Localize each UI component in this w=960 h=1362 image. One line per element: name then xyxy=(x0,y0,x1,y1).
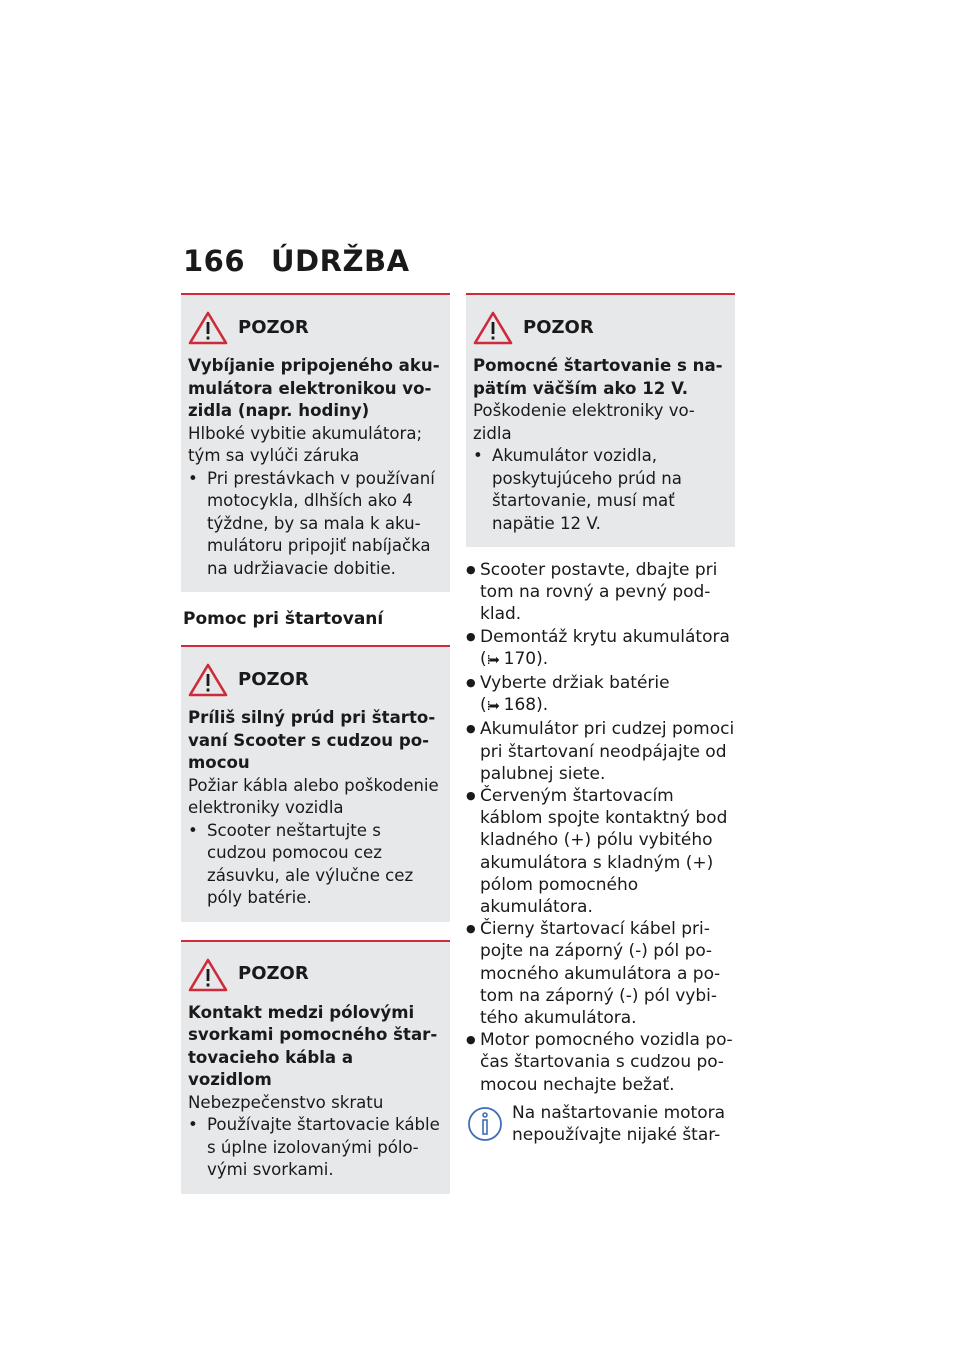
warning-title: Kontakt medzi pólovými svorkami pomocného štartovacieho kábla a vozidlom xyxy=(188,1002,438,1089)
warning-description: Poškodenie elektroniky vozidla xyxy=(473,401,695,443)
step-text: Vyberte držiak batérie xyxy=(480,673,670,694)
step-item xyxy=(466,559,735,626)
warning-bullet: • Scooter neštartujte s cudzou pomocou cez zásuvku, ale výlučne cez póly batérie. xyxy=(188,820,442,910)
arrow-right-icon: ⁞➡ xyxy=(486,652,498,668)
warning-box-voltage xyxy=(466,293,735,547)
step-item xyxy=(466,626,735,672)
chapter-title: ÚDRŽBA xyxy=(271,244,410,278)
warning-title: Príliš silný prúd pri štartovaní Scooter s cudzou pomocou xyxy=(188,708,436,772)
warning-header xyxy=(188,311,442,345)
warning-triangle-icon xyxy=(473,311,513,345)
warning-triangle-icon xyxy=(188,311,228,345)
step-text: Čierny štartovací kábel pripojte na záporný (-) pól pomocného akumulátora a potom na záporný (-) pól vybitého akumulátora. xyxy=(480,919,721,1029)
warning-bullet: • Akumulátor vozidla, poskytujúceho prúd na štartovanie, musí mať napätie 12 V. xyxy=(473,445,727,535)
warning-bullet: • Pri prestávkach v používaní motocykla, dlhších ako 4 týždne, by sa mala k akumulátoru pripojiť nabíjačka na udržiavacie dobitie. xyxy=(188,468,442,581)
step-item xyxy=(466,718,735,785)
warning-header xyxy=(473,311,727,345)
left-column xyxy=(181,293,450,1194)
step-item xyxy=(466,672,735,718)
warning-label: POZOR xyxy=(238,316,309,338)
section-title: Pomoc pri štartovaní xyxy=(183,609,384,629)
instruction-steps xyxy=(466,559,735,1096)
page-reference[interactable]: (⁞➡ 168). xyxy=(480,695,548,715)
page-reference[interactable]: (⁞➡ 170). xyxy=(480,649,548,669)
page-number: 166 xyxy=(183,244,246,278)
arrow-right-icon: ⁞➡ xyxy=(486,699,498,715)
warning-description: Požiar kábla alebo poškodenie elektroniky vozidla xyxy=(188,775,439,817)
warning-box-contact xyxy=(181,940,450,1194)
info-icon xyxy=(466,1102,504,1144)
warning-box-current xyxy=(181,645,450,922)
warning-header xyxy=(188,958,442,992)
warning-label: POZOR xyxy=(238,668,309,690)
info-note xyxy=(466,1102,735,1146)
warning-description: Nebezpečenstvo skratu xyxy=(188,1092,384,1112)
warning-triangle-icon xyxy=(188,958,228,992)
warning-title: Pomocné štartovanie s napätím väčším ako 12 V. xyxy=(473,356,723,398)
warning-bullet: • Používajte štartovacie káble s úplne izolovanými pólovými svorkami. xyxy=(188,1114,442,1182)
step-text: Akumulátor pri cudzej pomoci pri štartovaní neodpájajte od palubnej siete. xyxy=(480,719,735,784)
step-text: Demontáž krytu akumulátora xyxy=(480,626,730,647)
step-item xyxy=(466,1029,735,1096)
step-text: Červeným štartovacím káblom spojte kontaktný bod kladného (+) pólu vybitého akumulátora s kladným (+) pólom pomocného akumulátora. xyxy=(480,786,728,918)
warning-triangle-icon xyxy=(188,663,228,697)
step-text: Motor pomocného vozidla počas štartovania s cudzou pomocou nechajte bežať. xyxy=(480,1030,733,1095)
step-text: Scooter postavte, dbajte pri tom na rovný a pevný podklad. xyxy=(480,560,718,625)
warning-header xyxy=(188,663,442,697)
warning-label: POZOR xyxy=(523,316,594,338)
page-header xyxy=(183,244,410,278)
step-item xyxy=(466,785,735,918)
info-text: Na naštartovanie motora nepoužívajte nijaké štar- xyxy=(512,1102,725,1146)
warning-description: Hlboké vybitie akumulátora; tým sa vylúči záruka xyxy=(188,423,423,465)
warning-box-discharge xyxy=(181,293,450,592)
warning-label: POZOR xyxy=(238,963,309,985)
right-column xyxy=(466,293,735,1146)
warning-title: Vybíjanie pripojeného akumulátora elektronikou vozidla (napr. hodiny) xyxy=(188,356,440,420)
step-item xyxy=(466,918,735,1029)
